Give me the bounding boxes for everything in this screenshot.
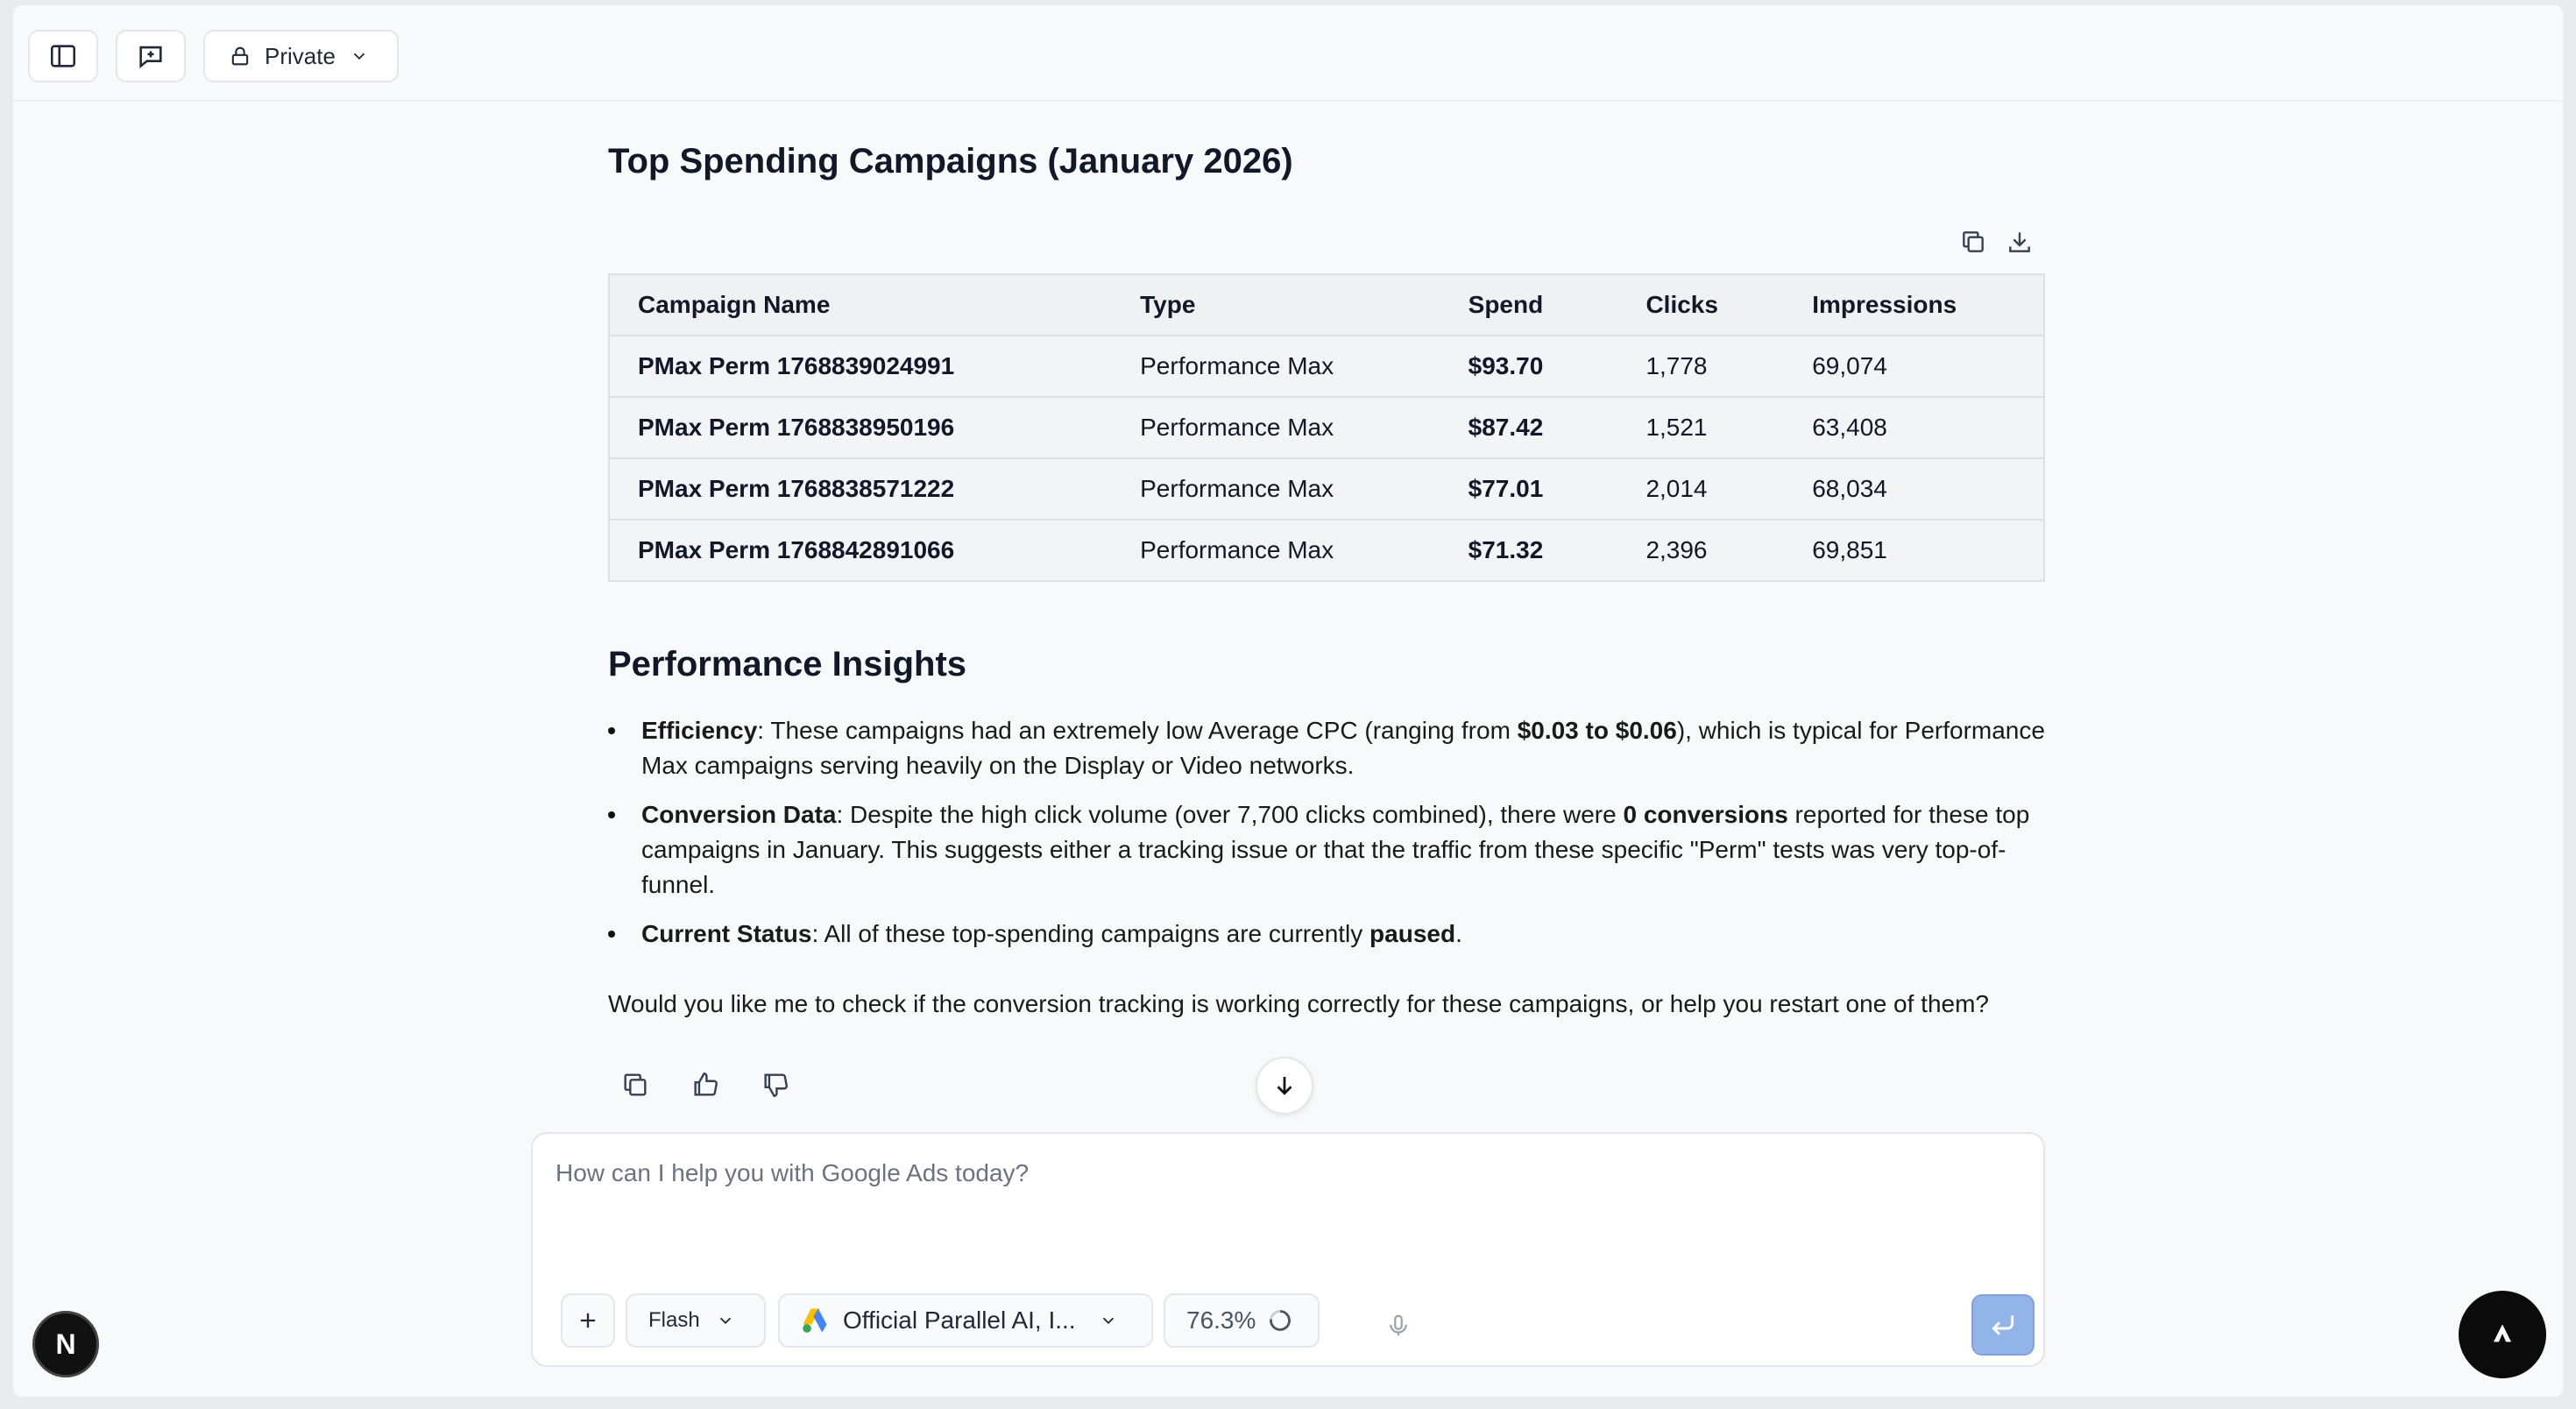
copy-table-button[interactable]: [1956, 224, 1991, 259]
enter-icon: [1989, 1311, 2017, 1339]
insight-label: Current Status: [641, 920, 812, 947]
chevron-down-icon: [350, 46, 369, 66]
new-chat-button[interactable]: [116, 30, 186, 82]
insight-text: : Despite the high click volume (over 7,700 clicks combined), there were: [836, 801, 1624, 828]
column-header: Campaign Name: [609, 274, 1112, 336]
table-row: [609, 458, 2044, 520]
context-usage-indicator[interactable]: [1164, 1293, 1320, 1348]
progress-ring-icon: [1268, 1308, 1292, 1333]
column-header: Impressions: [1784, 274, 2044, 336]
insight-highlight: paused: [1369, 920, 1456, 947]
clicks-cell: 2,396: [1617, 520, 1784, 581]
page-title: Top Spending Campaigns (January 2026): [608, 142, 1293, 181]
clicks-cell: 2,014: [1617, 458, 1784, 520]
insight-label: Efficiency: [641, 717, 758, 744]
table-row: [609, 336, 2044, 397]
dev-tools-badge[interactable]: N: [32, 1311, 99, 1377]
type-cell: Performance Max: [1112, 336, 1440, 397]
table-row: [609, 397, 2044, 458]
account-label: Official Parallel AI, I...: [843, 1306, 1076, 1334]
send-button[interactable]: [1971, 1294, 2035, 1356]
thumbs-up-button[interactable]: [686, 1066, 725, 1104]
copy-icon: [620, 1070, 650, 1100]
new-message-icon: [136, 41, 166, 71]
app-logo-icon: [2485, 1317, 2520, 1352]
microphone-icon: [1385, 1313, 1412, 1339]
arrow-down-icon: [1271, 1073, 1298, 1099]
spend-cell: $71.32: [1440, 520, 1618, 581]
scroll-to-bottom-button[interactable]: [1256, 1057, 1313, 1115]
spend-cell: $87.42: [1440, 397, 1618, 458]
campaigns-table: [608, 273, 2045, 582]
context-usage-value: 76.3%: [1186, 1306, 1256, 1334]
list-item: [608, 797, 2054, 903]
insight-text: ), which is typical for Performance Max campaigns serving heavily on the Display or Video networks.: [641, 717, 2045, 779]
insight-text: : These campaigns had an extremely low Average CPC (ranging from: [757, 717, 1518, 744]
message-input[interactable]: [554, 1153, 1959, 1193]
insights-list: [608, 713, 2054, 966]
mode-label: Flash: [648, 1308, 700, 1332]
visibility-label: Private: [265, 42, 336, 69]
spend-cell: $77.01: [1440, 458, 1618, 520]
campaign-name-cell: PMax Perm 1768842891066: [609, 520, 1112, 581]
google-ads-icon: [799, 1305, 831, 1336]
insight-text: reported for these top campaigns in January. This suggests either a tracking issue or that the traffic from these specific "Perm" tests was very top-of-funnel.: [641, 801, 2030, 898]
chevron-down-icon: [716, 1311, 735, 1330]
top-bar: [13, 5, 2563, 102]
list-item: [608, 713, 2054, 783]
type-cell: Performance Max: [1112, 520, 1440, 581]
impressions-cell: 68,034: [1784, 458, 2044, 520]
table-row: [609, 520, 2044, 581]
spend-cell: $93.70: [1440, 336, 1618, 397]
insight-text: .: [1455, 920, 1462, 947]
download-table-button[interactable]: [2002, 224, 2037, 259]
campaign-name-cell: PMax Perm 1768839024991: [609, 336, 1112, 397]
insights-heading: Performance Insights: [608, 645, 967, 683]
mode-dropdown[interactable]: [626, 1293, 766, 1348]
impressions-cell: 69,074: [1784, 336, 2044, 397]
type-cell: Performance Max: [1112, 458, 1440, 520]
toggle-sidebar-button[interactable]: [28, 30, 98, 82]
visibility-dropdown[interactable]: [203, 30, 399, 82]
insight-highlight: $0.03 to $0.06: [1517, 717, 1677, 744]
download-icon: [2006, 228, 2034, 256]
thumbs-down-icon: [761, 1070, 790, 1100]
copy-icon: [1959, 228, 1987, 256]
campaign-name-cell: PMax Perm 1768838571222: [609, 458, 1112, 520]
sidebar-icon: [48, 41, 78, 71]
add-attachment-button[interactable]: [561, 1293, 615, 1348]
column-header: Clicks: [1617, 274, 1784, 336]
campaign-name-cell: PMax Perm 1768838950196: [609, 397, 1112, 458]
insight-text: : All of these top-spending campaigns are currently: [811, 920, 1370, 947]
clicks-cell: 1,521: [1617, 397, 1784, 458]
assistant-launcher-button[interactable]: [2459, 1291, 2546, 1378]
microphone-button[interactable]: [1385, 1313, 1412, 1343]
lock-icon: [228, 44, 252, 68]
column-header: Type: [1112, 274, 1440, 336]
impressions-cell: 63,408: [1784, 397, 2044, 458]
message-composer: [531, 1132, 2045, 1367]
thumbs-down-button[interactable]: [756, 1066, 795, 1104]
type-cell: Performance Max: [1112, 397, 1440, 458]
list-item: [608, 917, 2054, 952]
app-window: [13, 5, 2563, 1397]
column-header: Spend: [1440, 274, 1618, 336]
account-dropdown[interactable]: [778, 1293, 1153, 1348]
copy-message-button[interactable]: [616, 1066, 655, 1104]
closing-question: Would you like me to check if the conversion tracking is working correctly for these campaigns, or help you restart one of them?: [608, 990, 1989, 1017]
table-header-row: [609, 274, 2044, 336]
insight-highlight: 0 conversions: [1623, 801, 1788, 828]
impressions-cell: 69,851: [1784, 520, 2044, 581]
insight-label: Conversion Data: [641, 801, 837, 828]
chevron-down-icon: [1099, 1311, 1118, 1330]
thumbs-up-icon: [690, 1070, 720, 1100]
clicks-cell: 1,778: [1617, 336, 1784, 397]
plus-icon: [576, 1308, 600, 1333]
